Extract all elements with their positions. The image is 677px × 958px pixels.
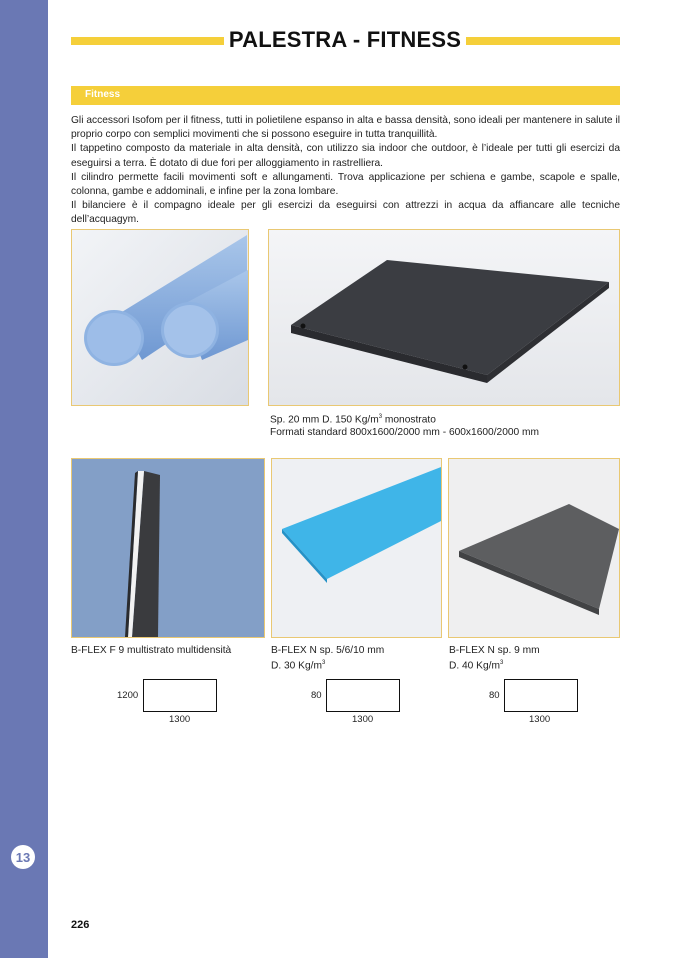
chapter-badge	[11, 845, 35, 869]
mat-formats-line: Formati standard 800x1600/2000 mm - 600x1600/2000 mm	[270, 427, 539, 439]
cylinder-illustration	[72, 230, 248, 405]
title-rule-left	[71, 37, 224, 45]
mat-spec-exponent: 3	[378, 414, 383, 420]
product-name: B-FLEX F 9 multistrato multidensità	[71, 645, 232, 656]
bflex-f9-photo	[71, 458, 265, 638]
bflex-n-grey-photo	[448, 458, 620, 638]
mat-photo	[268, 229, 620, 406]
page-number: 226	[71, 919, 90, 931]
density-text: D. 30 Kg/m	[271, 660, 322, 672]
grey-sheet-illustration	[449, 459, 619, 637]
page-title: PALESTRA - FITNESS	[228, 27, 462, 52]
intro-paragraph: Il tappetino composto da materiale in alta densità, con utilizzo sia indoor che outdoor, è l’ideale per tutti gli esercizi da eseguirsi a terra. È dotato di due fori per alloggiamento in rastrelliera.	[71, 143, 620, 169]
intro-text	[71, 114, 620, 228]
mat-caption	[270, 411, 539, 439]
density-exponent: 3	[321, 660, 326, 666]
mat-spec-suffix: monostrato	[382, 414, 436, 426]
dim-width-label: 1300	[352, 714, 374, 725]
dimension-box	[143, 679, 217, 712]
product-caption-3	[449, 644, 540, 672]
intro-paragraph: Il bilanciere è il compagno ideale per gli esercizi da eseguirsi con attrezzi in acqua da affiancare alle tecniche dell’acquagym.	[71, 200, 620, 226]
blue-sheet-illustration	[272, 459, 441, 637]
intro-paragraph: Il cilindro permette facili movimenti soft e allungamenti. Trova applicazione per schiena e gambe, scapole e spalle, colonna, gambe e addominali, e infine per la zona lombare.	[71, 171, 620, 198]
dim-height-label: 80	[311, 690, 322, 701]
mat-spec-line	[270, 411, 539, 426]
mat-illustration	[269, 230, 619, 405]
dim-height-label: 80	[489, 690, 500, 701]
cylinder-photo	[71, 229, 249, 406]
dimension-box	[504, 679, 578, 712]
density-text: D. 40 Kg/m	[449, 660, 500, 672]
section-header	[71, 86, 620, 105]
product-caption-2	[271, 644, 384, 672]
product-density	[271, 657, 384, 672]
mat-spec-text: Sp. 20 mm D. 150 Kg/m	[270, 414, 379, 426]
product-name: B-FLEX N sp. 5/6/10 mm	[271, 645, 385, 656]
dim-width-label: 1300	[169, 714, 191, 725]
product-density	[449, 657, 540, 672]
section-label: Fitness	[85, 89, 121, 100]
dimension-box	[326, 679, 400, 712]
intro-paragraph: Gli accessori Isofom per il fitness, tutti in polietilene espanso in alta e bassa densità, sono ideali per mantenere in salute il proprio corpo con semplici movimenti che si possono eseguire in tutta tranquillità.	[71, 115, 620, 141]
dim-width-label: 1300	[529, 714, 551, 725]
multilayer-sheet-illustration	[72, 459, 264, 637]
chapter-number: 13	[15, 849, 31, 865]
dim-height-label: 1200	[117, 690, 139, 701]
title-rule-right	[466, 37, 620, 45]
product-caption-1	[71, 644, 231, 657]
bflex-n-blue-photo	[271, 458, 442, 638]
density-exponent: 3	[499, 660, 504, 666]
chapter-sidebar	[0, 0, 48, 958]
product-name: B-FLEX N sp. 9 mm	[449, 645, 540, 656]
